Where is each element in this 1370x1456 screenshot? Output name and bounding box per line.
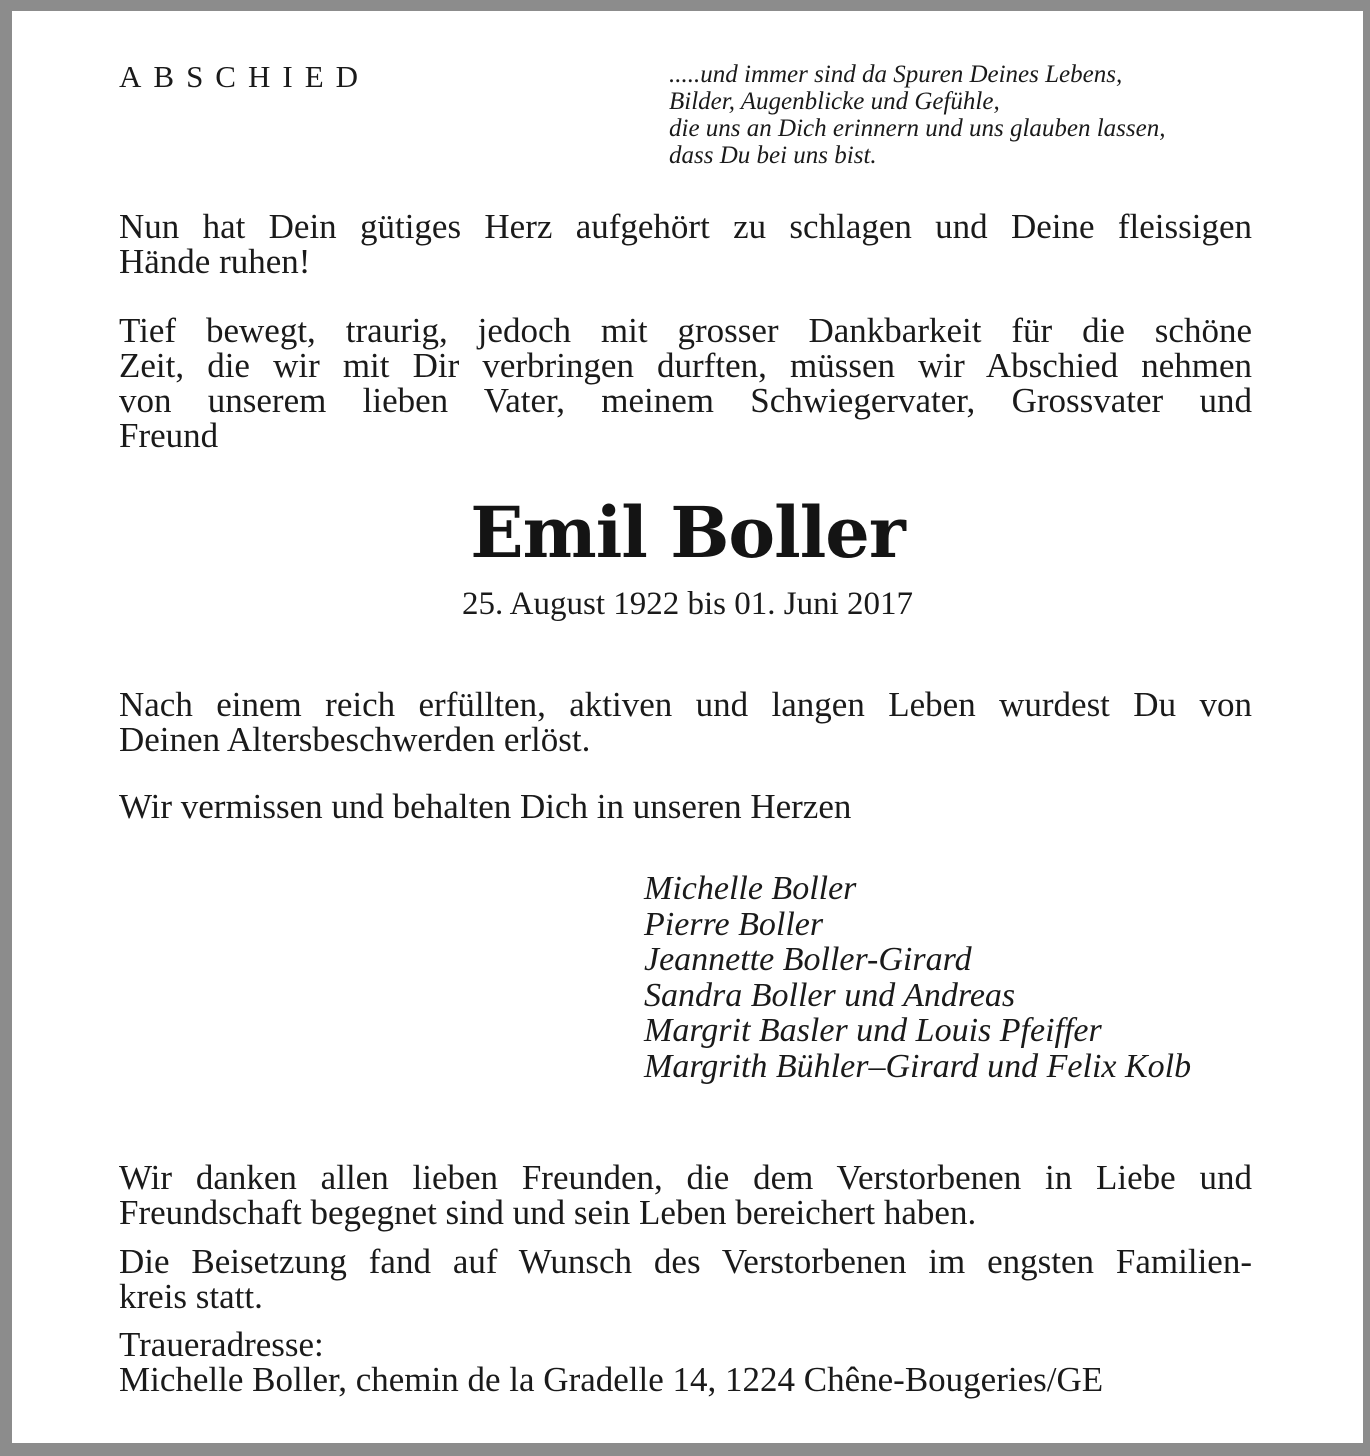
text-line: Wir vermissen und behalten Dich in unseren Herzen bbox=[119, 787, 852, 826]
text-line: Freund bbox=[119, 416, 219, 455]
text-line: kreis statt. bbox=[119, 1277, 263, 1316]
deceased-name: Emil Boller bbox=[470, 491, 905, 574]
life-paragraph bbox=[119, 687, 1252, 757]
text-line: Die Beisetzung fand auf Wunsch des Verstorbenen im engsten Familien- bbox=[119, 1242, 1252, 1281]
text-line: Nach einem reich erfüllten, aktiven und langen Leben wurdest Du von bbox=[119, 685, 1252, 724]
life-dates: 25. August 1922 bis 01. Juni 2017 bbox=[461, 586, 914, 622]
signer-name: Jeannette Boller-Girard bbox=[644, 941, 972, 978]
signer-name: Margrit Basler und Louis Pfeiffer bbox=[644, 1012, 1102, 1049]
intro-paragraph bbox=[119, 209, 1252, 279]
thanks-paragraph bbox=[119, 1160, 1252, 1230]
signers-list bbox=[644, 871, 1191, 1084]
text-line: Deinen Altersbeschwerden erlöst. bbox=[119, 720, 591, 759]
epigraph-quote bbox=[669, 61, 1309, 169]
text-line: Tief bewegt, traurig, jedoch mit grosser Dankbarkeit für die schöne bbox=[119, 311, 1252, 350]
quote-line: die uns an Dich erinnern und uns glauben lassen, bbox=[669, 115, 1166, 142]
signer-name: Margrith Bühler–Girard und Felix Kolb bbox=[644, 1047, 1192, 1085]
burial-paragraph bbox=[119, 1244, 1252, 1314]
signer-name: Sandra Boller und Andreas bbox=[644, 976, 1016, 1014]
quote-line: dass Du bei uns bist. bbox=[669, 142, 877, 169]
signer-name: Pierre Boller bbox=[644, 905, 824, 943]
obituary-notice bbox=[12, 11, 1363, 1443]
text-line: Hände ruhen! bbox=[119, 242, 311, 281]
signer-name: Michelle Boller bbox=[644, 870, 857, 907]
remembrance-paragraph bbox=[119, 789, 1252, 824]
text-line: von unserem lieben Vater, meinem Schwiegervater, Grossvater und bbox=[119, 381, 1252, 420]
address-label: Traueradresse: bbox=[119, 1325, 324, 1364]
quote-line: .....und immer sind da Spuren Deines Lebens, bbox=[669, 61, 1123, 88]
text-line: Zeit, die wir mit Dir verbringen durften, müssen wir Abschied nehmen bbox=[119, 346, 1252, 385]
address-text: Michelle Boller, chemin de la Gradelle 14, 1224 Chêne-Bougeries/GE bbox=[119, 1360, 1104, 1399]
farewell-paragraph bbox=[119, 313, 1252, 453]
quote-line: Bilder, Augenblicke und Gefühle, bbox=[669, 88, 1000, 115]
notice-title: ABSCHIED bbox=[119, 59, 371, 94]
text-line: Nun hat Dein gütiges Herz aufgehört zu schlagen und Deine fleissigen bbox=[119, 207, 1252, 246]
text-line: Wir danken allen lieben Freunden, die dem Verstorbenen in Liebe und bbox=[119, 1158, 1252, 1197]
mourning-address bbox=[119, 1327, 1252, 1397]
text-line: Freundschaft begegnet sind und sein Leben bereichert haben. bbox=[119, 1193, 977, 1232]
